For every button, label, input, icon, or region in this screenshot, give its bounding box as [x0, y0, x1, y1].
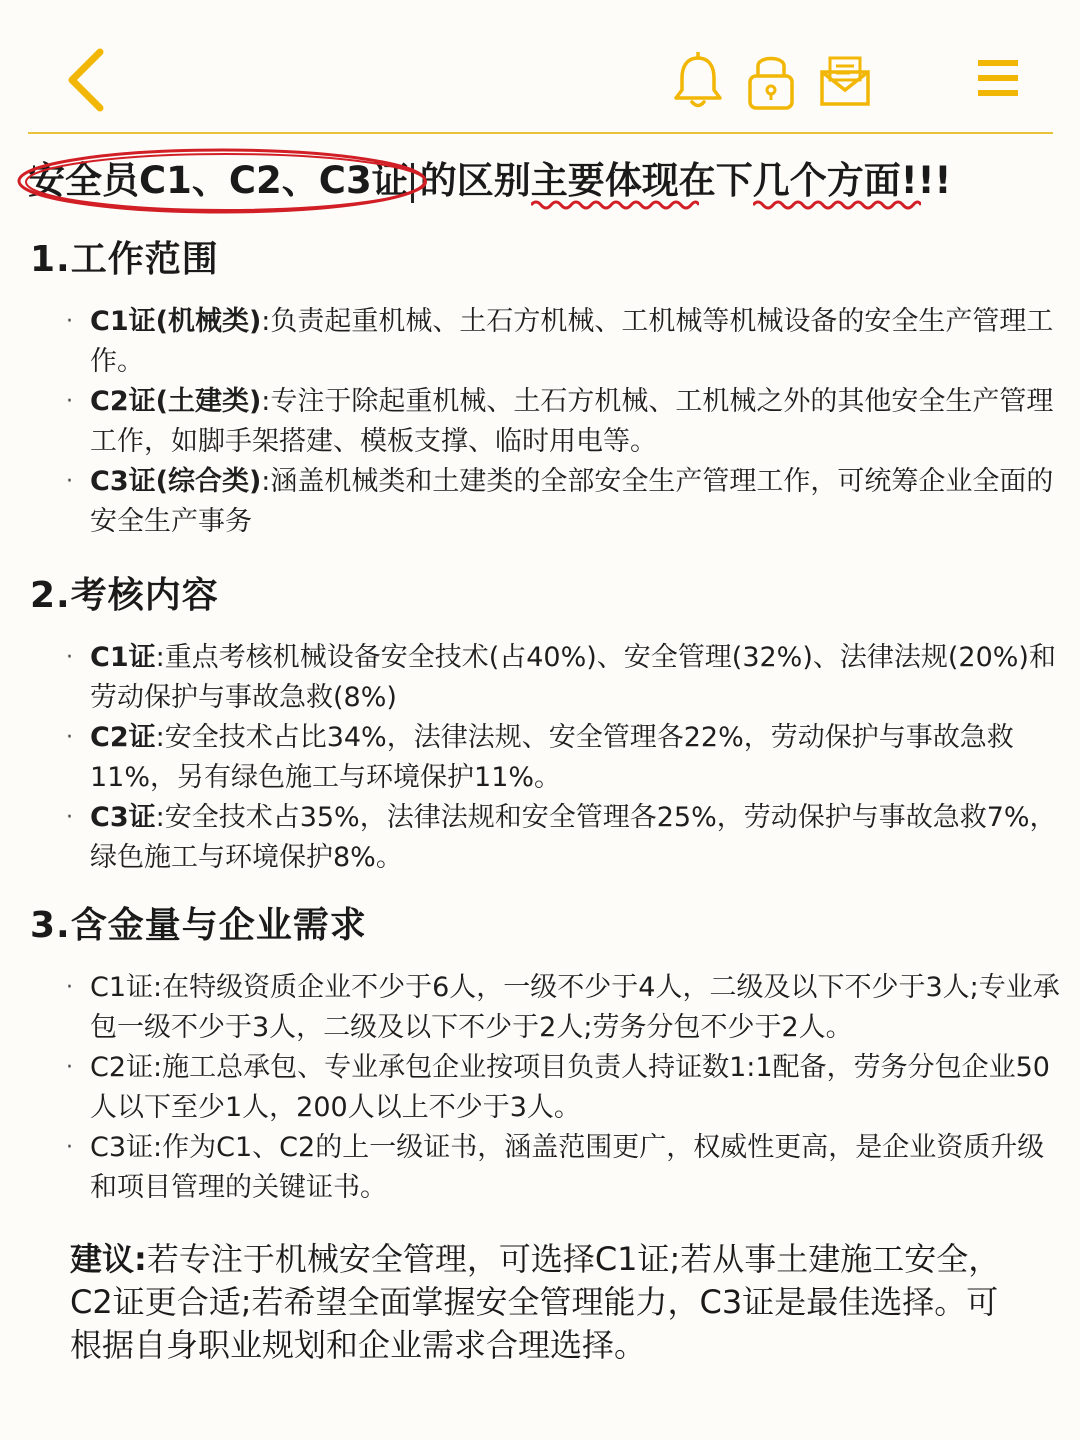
mail-icon[interactable]: [818, 54, 872, 108]
item-label: C3证(综合类): [90, 466, 262, 497]
section-exam-content: [30, 572, 1060, 878]
list-item: [30, 718, 1060, 798]
section-work-scope: [30, 236, 1060, 542]
title-text-a: 的区别: [419, 159, 531, 202]
item-label: C3证: [90, 802, 156, 833]
item-text: :安全技术占35%，法律法规和安全管理各25%，劳动保护与事故急救7%，绿色施工与环境保护8%。: [90, 802, 1057, 873]
item-text: :重点考核机械设备安全技术(占40%)、安全管理(32%)、法律法规(20%)和劳动保护与事故急救(8%): [90, 642, 1056, 713]
bullet-dot: ·: [66, 645, 73, 670]
red-squiggle-underline: [753, 200, 921, 210]
bullet-dot: ·: [66, 975, 73, 1000]
item-label: C2证: [90, 722, 156, 753]
underlined-phrase-2: [753, 150, 901, 212]
page-title: [28, 150, 1068, 212]
advice-text: 若专注于机械安全管理，可选择C1证;若从事土建施工安全，C2证更合适;若希望全面掌握安全管理能力，C3证是最佳选择。可根据自身职业规划和企业需求合理选择。: [70, 1240, 1001, 1364]
header-divider: [28, 132, 1053, 134]
bullet-dot: ·: [66, 389, 73, 414]
bullet-list: [30, 968, 1060, 1208]
item-text: C1证:在特级资质企业不少于6人，一级不少于4人，二级及以下不少于3人;专业承包一级不少于3人，二级及以下不少于2人;劳务分包不少于2人。: [90, 972, 1060, 1043]
list-item: [30, 1128, 1060, 1208]
circled-highlight: [28, 150, 409, 212]
section-value-demand: [30, 902, 1060, 1208]
list-item: [30, 382, 1060, 462]
list-item: [30, 968, 1060, 1048]
list-item: [30, 302, 1060, 382]
section-title: 2.考核内容: [30, 575, 219, 616]
bullet-list: [30, 638, 1060, 878]
bullet-dot: ·: [66, 469, 73, 494]
advice-paragraph: [70, 1238, 1030, 1367]
lock-icon[interactable]: [746, 50, 796, 112]
bell-icon[interactable]: [672, 52, 724, 110]
list-item: [30, 462, 1060, 542]
item-text: :安全技术占比34%，法律法规、安全管理各22%，劳动保护与事故急救11%，另有绿色施工与环境保护11%。: [90, 722, 1014, 793]
bullet-dot: ·: [66, 309, 73, 334]
list-item: [30, 798, 1060, 878]
section-title: 3.含金量与企业需求: [30, 905, 367, 946]
title-text-e: !!!: [900, 159, 952, 202]
red-squiggle-underline: [531, 200, 699, 210]
item-text: :专注于除起重机械、土石方机械、工机械之外的其他安全生产管理工作，如脚手架搭建、模板支撑、临时用电等。: [90, 386, 1054, 457]
title-text-d: 几个方面: [752, 159, 901, 202]
title-circled-text: 安全员C1、C2、C3证: [28, 159, 409, 202]
item-text: :涵盖机械类和土建类的全部安全生产管理工作，可统筹企业全面的安全生产事务: [90, 466, 1054, 537]
item-label: C1证: [90, 642, 156, 673]
list-item: [30, 1048, 1060, 1128]
section-title: 1.工作范围: [30, 239, 219, 280]
advice-label: 建议:: [70, 1240, 147, 1278]
red-ellipse-annotation: [14, 144, 444, 218]
item-text: :负责起重机械、土石方机械、工机械等机械设备的安全生产管理工作。: [90, 306, 1054, 377]
bullet-list: [30, 302, 1060, 542]
item-label: C1证(机械类): [90, 306, 262, 337]
bullet-dot: ·: [66, 1055, 73, 1080]
underlined-phrase-1: [531, 150, 679, 212]
bullet-dot: ·: [66, 725, 73, 750]
title-text-b: 主要体现: [530, 159, 679, 202]
item-text: C3证:作为C1、C2的上一级证书，涵盖范围更广，权威性更高，是企业资质升级和项目管理的关键证书。: [90, 1132, 1045, 1203]
item-text: C2证:施工总承包、专业承包企业按项目负责人持证数1:1配备，劳务分包企业50人以下至少1人，200人以上不少于3人。: [90, 1052, 1050, 1123]
title-text-c: 在下: [678, 159, 753, 202]
list-item: [30, 638, 1060, 718]
chevron-left-icon[interactable]: [58, 44, 118, 116]
item-label: C2证(土建类): [90, 386, 262, 417]
top-bar: [0, 0, 1080, 134]
menu-icon[interactable]: [974, 56, 1022, 100]
bullet-dot: ·: [66, 805, 73, 830]
bullet-dot: ·: [66, 1135, 73, 1160]
